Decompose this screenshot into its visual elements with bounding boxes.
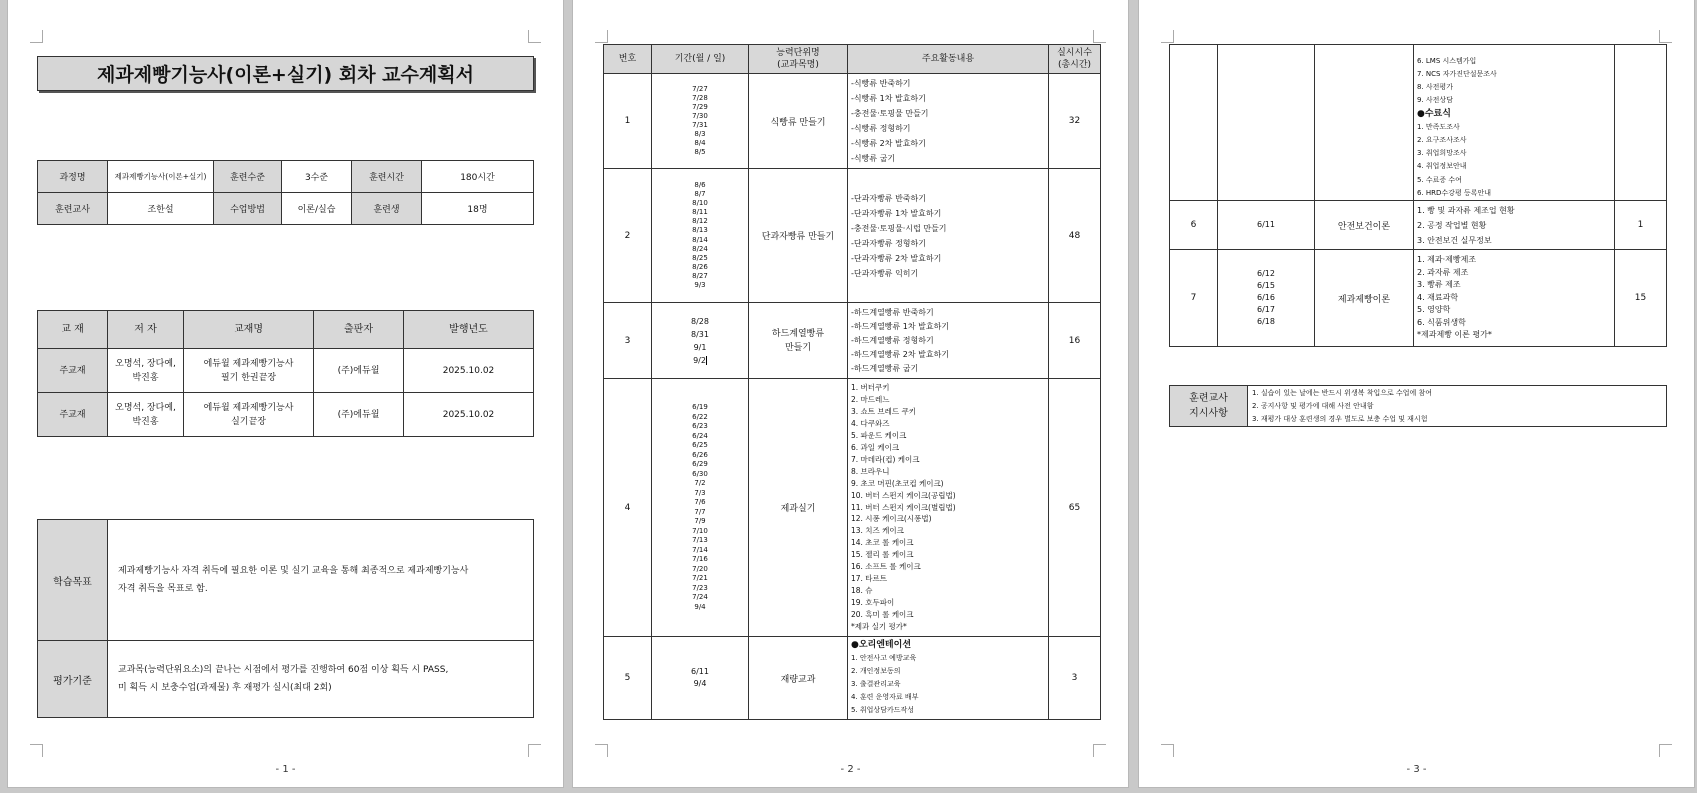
table-row: [1170, 45, 1667, 201]
row-activities: [848, 379, 1049, 637]
activity-item: 6. 식품위생학: [1417, 317, 1466, 327]
row-activities: [1414, 45, 1615, 201]
textbook-year: 2025.10.02: [404, 349, 534, 393]
page-number: - 2 -: [840, 764, 861, 775]
row-no: 1: [604, 74, 652, 169]
activity-item: 2. 공정 작업별 현황: [1417, 220, 1487, 230]
crop-mark: [1659, 30, 1672, 43]
activity-item: 20. 흑미 롤 케이크: [851, 609, 914, 619]
date: 6/29: [692, 460, 708, 468]
activity-item: 1. 빵 및 과자류 제조업 현황: [1417, 205, 1515, 215]
author-line: 박진홍: [132, 372, 159, 383]
textbook-author: [108, 349, 184, 393]
date: 7/10: [692, 526, 708, 535]
date: 7/24: [692, 593, 708, 601]
activity-item: 2. 과자류 제조: [1417, 267, 1469, 277]
date: 6/23: [692, 422, 708, 430]
header-line: 실시시수: [1057, 48, 1092, 58]
eval-line: 미 획득 시 보충수업(과제물) 후 재평가 실시(최대 2회): [118, 683, 332, 693]
activity-item: 1. 안전사고 예방교육: [851, 654, 917, 662]
crop-mark: [1093, 30, 1106, 43]
textbook-row: [38, 349, 534, 393]
row-unit: 단과자빵류 만들기: [749, 169, 848, 303]
date: 7/2: [694, 479, 706, 487]
activity-item: -충전물·토핑물 만들기: [851, 109, 929, 118]
course-label: 과정명: [38, 161, 108, 193]
activity-item: 19. 호두파이: [851, 597, 895, 607]
activity-item: -하드계열빵류 1차 발효하기: [851, 321, 950, 331]
activity-item: -단과자빵류 익히기: [851, 268, 919, 278]
date: 6/18: [1257, 317, 1275, 326]
unit-line: 만들기: [784, 342, 812, 353]
row-no: 3: [604, 303, 652, 379]
activity-item: -하드계열빵류 정형하기: [851, 335, 934, 345]
row-no: 5: [604, 637, 652, 720]
row-hours: [1615, 45, 1667, 201]
textbook-type: 주교재: [38, 349, 108, 393]
table-row: [1170, 250, 1667, 347]
activity-item: 7. NCS 자가진단설문조사: [1417, 69, 1497, 78]
textbook-header: 발행년도: [404, 311, 534, 349]
activity-item: -하드계열빵류 2차 발효하기: [851, 349, 950, 359]
goal-line: 자격 취득을 목표로 함.: [118, 584, 208, 594]
table-row: [604, 74, 1101, 169]
row-hours: 32: [1049, 74, 1101, 169]
activity-item: -식빵류 2차 발효하기: [851, 139, 926, 148]
activity-item: -식빵류 반죽하기: [851, 79, 911, 88]
row-unit: 제과실기: [749, 379, 848, 637]
row-unit: 제과제빵이론: [1315, 250, 1414, 347]
page-number: - 3 -: [1406, 764, 1427, 775]
activity-item: 8. 브라우니: [851, 466, 890, 476]
date: 9/4: [694, 602, 706, 611]
textbook-publisher: (주)에듀윌: [314, 349, 404, 393]
schedule-table-continued: [1169, 44, 1667, 347]
activity-item: 1. 버터쿠키: [851, 383, 890, 393]
activity-item: 2. 요구조사조사: [1417, 135, 1467, 144]
crop-mark: [528, 30, 541, 43]
activity-item: -단과자빵류 1차 발효하기: [851, 208, 942, 218]
activity-item: 9. 초코 머핀(초코컵 케이크): [851, 478, 944, 488]
level-label: 훈련수준: [214, 161, 282, 193]
row-activities: [1414, 201, 1615, 250]
row-dates: [1218, 45, 1315, 201]
activity-item: 2. 마드레느: [851, 395, 890, 405]
col-header-activity: 주요활동내용: [848, 45, 1049, 74]
date: 6/17: [1257, 305, 1275, 314]
instructions-text: [1248, 386, 1667, 427]
activity-item: -단과자빵류 반죽하기: [851, 193, 926, 203]
label-line: 지시사항: [1189, 408, 1228, 419]
crop-mark: [595, 744, 608, 757]
date: 9/3: [694, 280, 706, 289]
activity-item: 6. LMS 시스템가입: [1417, 56, 1477, 65]
date: 6/24: [692, 431, 708, 440]
activity-item: 5. 취업상담카드작성: [851, 706, 914, 714]
activity-item: 9. 사전상담: [1417, 96, 1453, 105]
row-no: 2: [604, 169, 652, 303]
col-header-period: 기간(월 / 일): [652, 45, 749, 74]
activity-item: 4. 다쿠와즈: [851, 419, 890, 429]
goal-text: [108, 520, 534, 641]
activity-item: -하드계열빵류 굽기: [851, 363, 919, 373]
activity-item: 3. 빵류 제조: [1417, 280, 1461, 290]
date: 7/21: [692, 574, 708, 582]
row-no: 4: [604, 379, 652, 637]
row-no: [1170, 45, 1218, 201]
page-2: [573, 0, 1128, 787]
date: 7/30: [692, 111, 708, 120]
instruction-item: 2. 공지사항 및 평가에 대해 사전 안내함: [1252, 401, 1374, 410]
row-no: 7: [1170, 250, 1218, 347]
date: 8/13: [692, 226, 708, 235]
date: 6/16: [1257, 293, 1275, 302]
activity-item: 5. 영양학: [1417, 305, 1451, 315]
crop-mark: [30, 744, 43, 757]
activity-item: 18. 슈: [851, 585, 873, 595]
goals-table: [37, 519, 534, 718]
document-title: 제과제빵기능사(이론+실기) 회차 교수계획서: [37, 56, 534, 91]
activity-item: 4. 취업정보안내: [1417, 162, 1467, 171]
activity-item: 11. 버터 스펀지 케이크(별립법): [851, 502, 956, 512]
col-header-no: 번호: [604, 45, 652, 74]
row-unit: [749, 303, 848, 379]
activity-item: 14. 초코 롤 케이크: [851, 538, 914, 548]
date: 7/16: [692, 555, 708, 563]
date: 9/1: [693, 342, 707, 352]
eval-line: 교과목(능력단위요소)의 끝나는 시점에서 평가를 진행하여 60점 이상 획득 시 PASS,: [118, 665, 449, 675]
textbook-header: 저 자: [108, 311, 184, 349]
page-1: [8, 0, 563, 787]
crop-mark: [1161, 744, 1174, 757]
activity-item: 10. 버터 스펀지 케이크(공립법): [851, 490, 956, 500]
row-hours: 1: [1615, 201, 1667, 250]
textbook-header: 교 재: [38, 311, 108, 349]
table-row: [604, 637, 1101, 720]
text-cursor: [706, 356, 707, 365]
goal-label: 학습목표: [38, 520, 108, 641]
row-hours: 65: [1049, 379, 1101, 637]
row-dates: [652, 379, 749, 637]
date: 7/28: [692, 93, 708, 102]
teacher-label: 훈련교사: [38, 193, 108, 225]
row-activities: [848, 637, 1049, 720]
date: 6/11: [691, 667, 709, 676]
activity-item: 4. 재료과학: [1417, 292, 1459, 302]
date: 8/14: [692, 235, 708, 244]
instruction-item: 1. 실습이 있는 날에는 반드시 위생복 착입으로 수업에 참여: [1252, 388, 1433, 397]
activity-item: -충전물·토핑물·시럽 만들기: [851, 223, 947, 233]
date: 8/12: [692, 217, 708, 226]
textbook-name: [184, 393, 314, 437]
name-line: 필기 한권끝장: [220, 372, 277, 383]
page-number: - 1 -: [275, 764, 296, 775]
crop-mark: [1093, 744, 1106, 757]
date: 8/25: [692, 253, 708, 262]
students-value: 18명: [422, 193, 534, 225]
activity-item: 6. 과일 케이크: [851, 443, 900, 453]
date: 7/9: [694, 517, 706, 525]
date: 8/28: [691, 316, 709, 326]
students-label: 훈련생: [352, 193, 422, 225]
date: 8/4: [694, 139, 706, 148]
activity-heading: ●오리엔테이션: [851, 640, 912, 650]
textbook-header: 교재명: [184, 311, 314, 349]
date: 7/6: [694, 498, 706, 506]
date: 8/6: [694, 180, 706, 189]
method-value: 이론/실습: [282, 193, 352, 225]
header-line: (교과목명): [777, 60, 819, 70]
date: 7/27: [692, 84, 708, 93]
col-header-unit: [749, 45, 848, 74]
date: 6/12: [1257, 269, 1275, 278]
date: 7/3: [694, 488, 706, 497]
crop-mark: [30, 30, 43, 43]
row-dates: [1218, 250, 1315, 347]
activity-item: -식빵류 정형하기: [851, 124, 911, 133]
date: 8/31: [691, 329, 709, 339]
activity-item: 13. 치즈 케이크: [851, 526, 904, 536]
row-dates: [1218, 201, 1315, 250]
header-line: 능력단위명: [776, 48, 820, 58]
row-unit: 재량교과: [749, 637, 848, 720]
crop-mark: [528, 744, 541, 757]
activity-item: -단과자빵류 정형하기: [851, 238, 926, 248]
page-3: [1139, 0, 1694, 787]
date-with-cursor: [655, 354, 745, 367]
table-row: [604, 303, 1101, 379]
textbook-year: 2025.10.02: [404, 393, 534, 437]
row-hours: 15: [1615, 250, 1667, 347]
textbook-type: 주교재: [38, 393, 108, 437]
table-row: [1170, 201, 1667, 250]
instructions-label: [1170, 386, 1248, 427]
hours-label: 훈련시간: [352, 161, 422, 193]
activity-item: 3. 쇼트 브레드 쿠키: [851, 407, 917, 417]
textbook-name: [184, 349, 314, 393]
row-unit: [1315, 45, 1414, 201]
row-activities: [1414, 250, 1615, 347]
date: 8/5: [694, 148, 706, 157]
row-dates: [652, 74, 749, 169]
date: 6/26: [692, 450, 708, 459]
activity-item: 16. 소프트 롤 케이크: [851, 562, 921, 572]
name-line: 실기끝장: [231, 416, 266, 427]
date: 6/25: [692, 441, 708, 449]
date: 6/30: [692, 469, 708, 478]
activity-item: 8. 사전평가: [1417, 83, 1453, 92]
textbook-row: [38, 393, 534, 437]
hours-value: 180시간: [422, 161, 534, 193]
activity-item: 5. 수료증 수여: [1417, 175, 1462, 184]
activity-item: *제과 실기 평가*: [851, 621, 907, 631]
date: 7/20: [692, 564, 708, 573]
eval-label: 평가기준: [38, 641, 108, 718]
activity-heading: ●수료식: [1417, 108, 1451, 119]
row-dates: [652, 637, 749, 720]
activity-item: -식빵류 굽기: [851, 154, 896, 163]
name-line: 에듀윌 제과제빵기능사: [203, 402, 294, 413]
eval-text: [108, 641, 534, 718]
textbook-publisher: (주)에듀윌: [314, 393, 404, 437]
table-row: [604, 169, 1101, 303]
row-dates: [652, 303, 749, 379]
textbook-header: 출판자: [314, 311, 404, 349]
row-unit: 식빵류 만들기: [749, 74, 848, 169]
date: 7/14: [692, 545, 708, 554]
author-line: 오명석, 장다예,: [115, 402, 176, 413]
author-line: 박진홍: [132, 416, 159, 427]
activity-item: 1. 만족도조사: [1417, 122, 1460, 131]
header-line: (총시간): [1057, 60, 1092, 70]
date: 7/31: [692, 121, 708, 129]
activity-item: 15. 젤리 롤 케이크: [851, 550, 914, 560]
crop-mark: [1161, 30, 1174, 43]
date: 7/29: [692, 102, 708, 111]
activity-item: 5. 파운드 케이크: [851, 431, 907, 441]
crop-mark: [1659, 744, 1672, 757]
activity-item: 2. 개인정보동의: [851, 667, 901, 675]
crop-mark: [595, 30, 608, 43]
col-header-hours: [1049, 45, 1101, 74]
row-no: 6: [1170, 201, 1218, 250]
name-line: 에듀윌 제과제빵기능사: [203, 358, 294, 369]
row-hours: 48: [1049, 169, 1101, 303]
course-info-table: [37, 160, 534, 225]
activity-item: 1. 제과·제빵제조: [1417, 255, 1477, 265]
label-line: 훈련교사: [1189, 393, 1228, 404]
date: 8/7: [694, 190, 706, 199]
date: 7/13: [692, 536, 708, 544]
level-value: 3수준: [282, 161, 352, 193]
row-unit: 안전보건이론: [1315, 201, 1414, 250]
date: 8/11: [692, 208, 708, 217]
teacher-value: 조한설: [108, 193, 214, 225]
date: 8/26: [692, 262, 708, 271]
row-activities: [848, 303, 1049, 379]
instructions-table: [1169, 385, 1667, 427]
row-activities: [848, 169, 1049, 303]
activity-item: 3. 안전보건 실무정보: [1417, 235, 1492, 245]
author-line: 오명석, 장다예,: [115, 358, 176, 369]
goal-line: 제과제빵기능사 자격 취득에 필요한 이론 및 실기 교육을 통해 최종적으로 제과제빵기능사: [118, 566, 469, 576]
date: 6/11: [1257, 220, 1275, 229]
row-activities: [848, 74, 1049, 169]
activity-item: -하드계열빵류 반죽하기: [851, 307, 934, 317]
date: 8/3: [694, 130, 706, 139]
row-dates: [652, 169, 749, 303]
instruction-item: 3. 재평가 대상 훈련생의 경우 별도로 보충 수업 및 재시험: [1252, 414, 1428, 423]
textbook-author: [108, 393, 184, 437]
activity-item: 12. 시퐁 케이크(시퐁법): [851, 514, 932, 524]
row-hours: 3: [1049, 637, 1101, 720]
date: 7/7: [694, 507, 706, 516]
activity-item: 4. 훈련 운영자료 배부: [851, 693, 919, 701]
activity-item: 17. 타르트: [851, 573, 888, 583]
date: 8/24: [692, 244, 708, 253]
date: 8/27: [692, 271, 708, 280]
activity-item: -단과자빵류 2차 발효하기: [851, 253, 942, 263]
date: 9/2: [693, 355, 706, 365]
date: 6/22: [692, 412, 708, 421]
activity-item: 6. HRD수강평 등록안내: [1417, 188, 1491, 197]
row-hours: 16: [1049, 303, 1101, 379]
textbook-table: [37, 310, 534, 437]
date: 9/4: [693, 679, 707, 688]
date: 6/19: [692, 403, 708, 411]
method-label: 수업방법: [214, 193, 282, 225]
date: 6/15: [1257, 281, 1275, 290]
schedule-table: [603, 44, 1101, 720]
course-value: 제과제빵기능사(이론+실기): [108, 161, 214, 193]
unit-line: 하드계열빵류: [771, 328, 825, 339]
date: 8/10: [692, 199, 708, 208]
activity-item: *제과제빵 이론 평가*: [1417, 330, 1492, 340]
activity-item: 3. 취업희망조사: [1417, 149, 1467, 158]
activity-item: 3. 출결관리교육: [851, 680, 901, 688]
table-row: [604, 379, 1101, 637]
activity-item: -식빵류 1차 발효하기: [851, 94, 926, 103]
date: 7/23: [692, 583, 708, 592]
activity-item: 7. 마데라(컵) 케이크: [851, 454, 920, 464]
